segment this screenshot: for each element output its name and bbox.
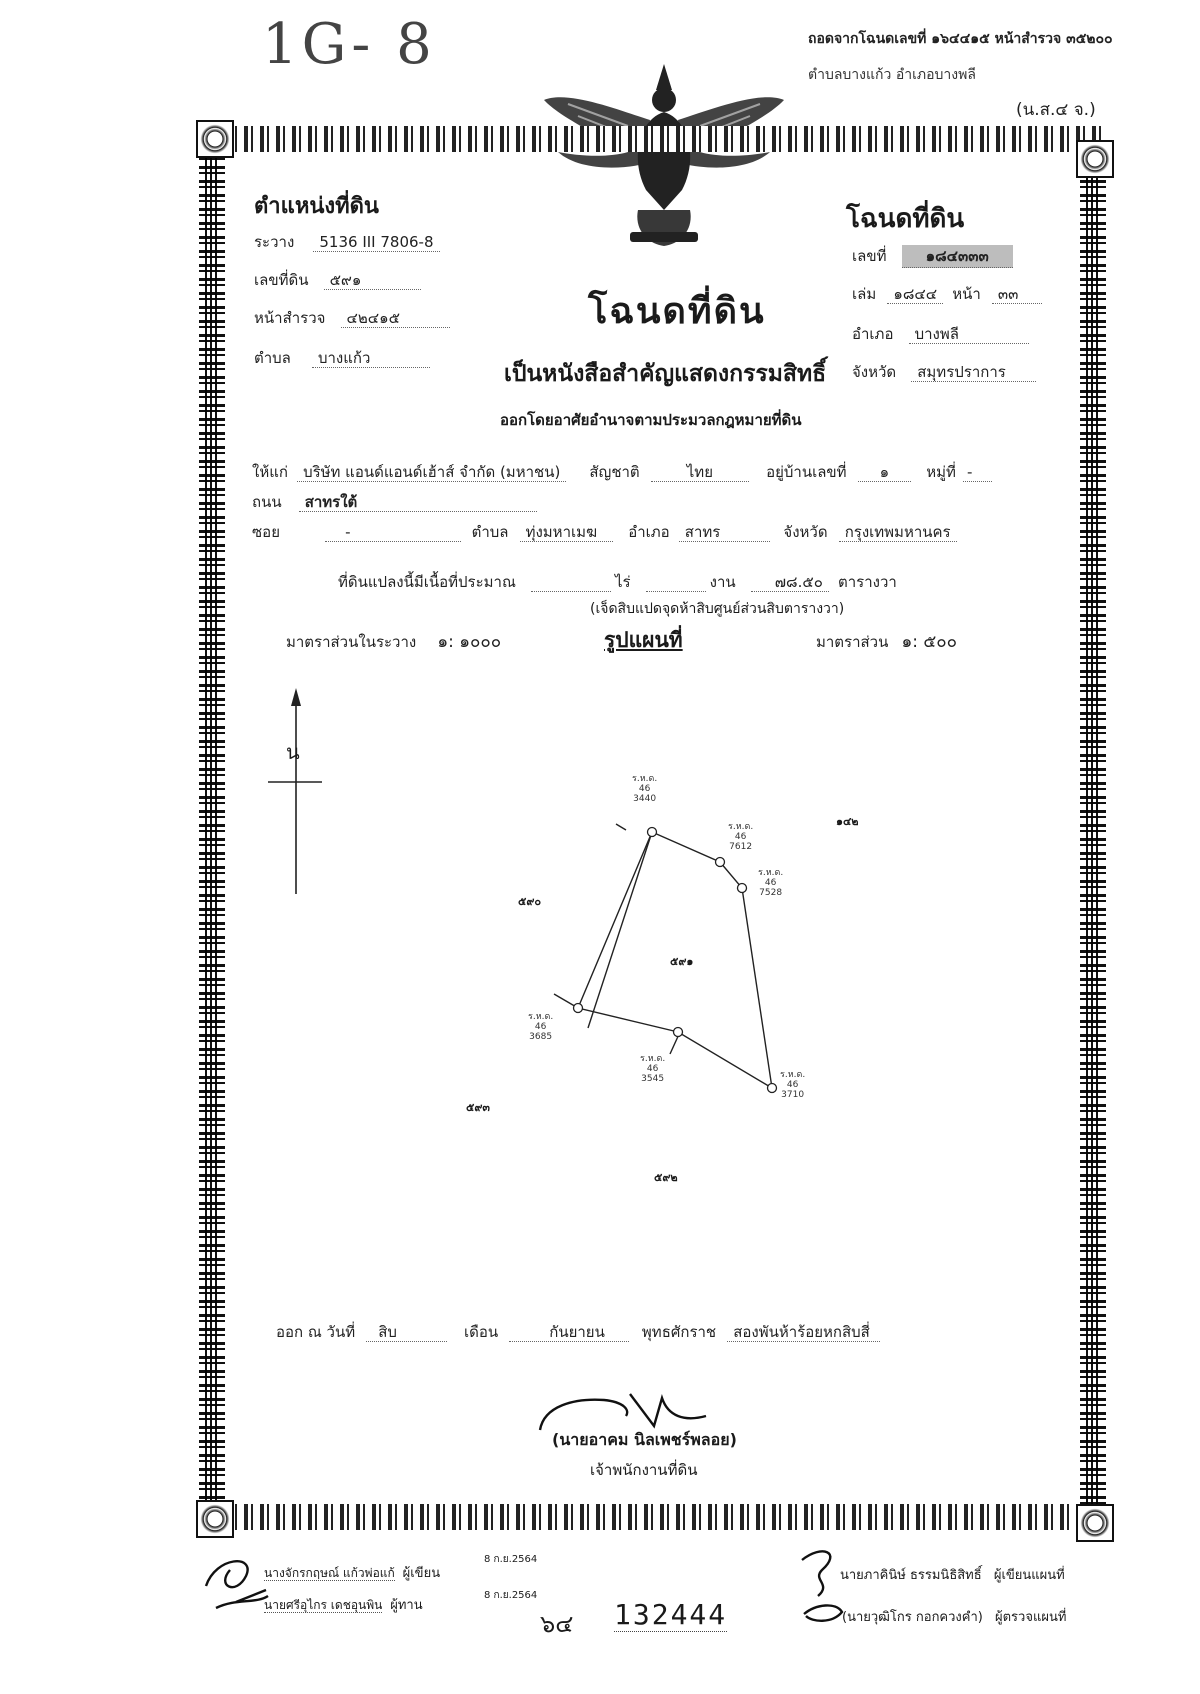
owner-row-1	[252, 460, 992, 484]
top-right-reference: ถอดจากโฉนดเลขที่ ๑๖๔๔๑๕ หน้าสำรวจ ๓๕๒๐๐	[808, 31, 1113, 47]
parcel-number-593: ๕๙๓	[466, 1101, 490, 1114]
deed-no-label: เลขที่	[852, 247, 887, 265]
land-no-value: ๕๙๑	[324, 271, 422, 290]
page-value: ๓๓	[992, 285, 1043, 304]
amphoe-row	[852, 322, 1029, 346]
province-value: สมุทรปราการ	[911, 363, 1036, 382]
marker-3440	[648, 828, 657, 837]
north-arrow-icon	[262, 686, 322, 898]
owner-province-label: จังหวัด	[783, 523, 828, 541]
footer-code: ๖๔	[540, 1610, 574, 1638]
owner-to-value: บริษัท แอนด์แอนด์เฮ้าส์ จำกัด (มหาชน)	[297, 463, 566, 482]
owner-row-3	[252, 520, 957, 544]
area-ngan-blank	[646, 573, 706, 592]
survey-page-row	[254, 306, 450, 330]
amphoe-label: อำเภอ	[852, 325, 894, 343]
marker-3685	[574, 1004, 583, 1013]
owner-province-value: กรุงเทพมหานคร	[839, 523, 957, 542]
checker-name: นายศรีอุไกร เดชอุนพิน	[264, 1598, 383, 1612]
marker-7612	[716, 858, 725, 867]
owner-to-label: ให้แก่	[252, 463, 288, 481]
checker-role: ผู้ทาน	[390, 1598, 423, 1613]
survey-page-value: ๔๒๔๑๕	[341, 309, 450, 328]
parcel-number-591: ๕๙๑	[670, 955, 694, 968]
tambon-value: บางแก้ว	[312, 349, 430, 368]
subtitle: เป็นหนังสือสำคัญแสดงกรรมสิทธิ์	[504, 361, 827, 387]
marker-label-3710: ร.ห.ด. 46 3710	[780, 1070, 806, 1100]
moo-value: -	[963, 463, 992, 482]
official-title: เจ้าพนักงานที่ดิน	[590, 1461, 698, 1479]
marker-label-7528: ร.ห.ด. 46 7528	[758, 868, 784, 898]
rawang-label: ระวาง	[254, 233, 295, 251]
house-no-label: อยู่บ้านเลขที่	[766, 463, 847, 481]
owner-amphoe-value: สาทร	[679, 523, 771, 542]
location-title: ตำแหน่งที่ดิน	[254, 194, 379, 219]
area-prefix: ที่ดินแปลงนี้มีเนื้อที่ประมาณ	[338, 573, 516, 591]
owner-row-2	[252, 490, 537, 514]
map-checker-role: ผู้ตรวจแผนที่	[995, 1610, 1067, 1625]
official-name: (นายอาคม นิลเพชร์พลอย)	[552, 1430, 737, 1449]
frame-corner-bottom-right	[1076, 1504, 1114, 1542]
tambon-row	[254, 346, 430, 370]
land-no-row	[254, 268, 421, 292]
map-line-ext-1	[616, 824, 626, 830]
map-checker-row	[842, 1606, 1066, 1627]
parcel-number-592: ๕๙๒	[654, 1171, 678, 1184]
nationality-value: ไทย	[651, 463, 749, 482]
book-label: เล่ม	[852, 285, 877, 303]
frame-corner-top-right	[1076, 140, 1114, 178]
writer-row	[264, 1562, 440, 1583]
owner-tambon-value: ทุ่งมหาเมฆ	[520, 523, 614, 542]
checker-row	[264, 1594, 423, 1615]
amphoe-value: บางพลี	[909, 325, 1029, 344]
road-value: สาทรใต้	[299, 493, 538, 512]
area-row	[338, 570, 897, 594]
frame-bottom-border	[196, 1504, 1108, 1530]
marker-3710	[768, 1084, 777, 1093]
area-in-words: (เจ็ดสิบแปดจุดห้าสิบศูนย์ส่วนสิบตารางวา)	[590, 601, 845, 617]
map-title: รูปแผนที่	[604, 628, 683, 652]
area-ngan-label: งาน	[709, 573, 736, 591]
frame-corner-top-left	[196, 120, 234, 158]
scale-label: มาตราส่วน	[816, 633, 889, 651]
tambon-label: ตำบล	[254, 349, 291, 367]
marker-label-3545: ร.ห.ด. 46 3545	[640, 1054, 666, 1084]
province-label: จังหวัด	[852, 363, 897, 381]
area-wa-label: ตารางวา	[838, 573, 897, 591]
writer-date: 8 ก.ย.2564	[484, 1554, 538, 1565]
garuda-emblem	[538, 60, 790, 250]
marker-label-3685: ร.ห.ด. 46 3685	[528, 1012, 554, 1042]
issue-label: ออก ณ วันที่	[276, 1323, 356, 1341]
survey-page-label: หน้าสำรวจ	[254, 309, 326, 327]
form-code: (น.ส.๔ จ.)	[1016, 100, 1096, 120]
book-page-row	[852, 282, 1042, 306]
land-no-label: เลขที่ดิน	[254, 271, 309, 289]
parcel-number-590: ๕๙๐	[518, 895, 542, 908]
serial-number: 132444	[614, 1598, 728, 1631]
map-writer-name: นายภาคินิษ์ ธรรมนิธิสิทธิ์	[840, 1568, 982, 1583]
moo-label: หมู่ที่	[926, 463, 956, 481]
marker-label-7612: ร.ห.ด. 46 7612	[728, 822, 754, 852]
soi-label: ซอย	[252, 523, 280, 541]
issue-year-value: สองพันห้าร้อยหกสิบสี่	[727, 1323, 880, 1342]
issue-month-value: กันยายน	[509, 1323, 629, 1342]
writer-role: ผู้เขียน	[402, 1566, 441, 1581]
scale-row	[816, 628, 957, 655]
owner-amphoe-label: อำเภอ	[628, 523, 670, 541]
parcel-number-142: ๑๔๒	[836, 815, 859, 828]
book-value: ๑๘๔๔	[887, 285, 943, 304]
frame-top-border	[196, 126, 1108, 152]
province-row	[852, 360, 1036, 384]
marker-3545	[674, 1028, 683, 1037]
deed-no-value: ๑๘๔๓๓๓	[902, 245, 1013, 268]
issue-year-label: พุทธศักราช	[641, 1323, 717, 1341]
frame-right-border	[1080, 152, 1106, 1504]
area-rai-blank	[531, 573, 611, 592]
rawang-row	[254, 230, 440, 254]
frame-corner-bottom-left	[196, 1500, 234, 1538]
area-wa-value: ๗๘.๕๐	[751, 573, 829, 592]
marker-label-3440: ร.ห.ด. 46 3440	[632, 774, 658, 804]
top-right-location: ตำบลบางแก้ว อำเภอบางพลี	[808, 67, 976, 83]
north-label: น	[286, 740, 300, 764]
map-writer-row	[840, 1564, 1065, 1585]
writer-name: นางจักรกฤษณ์ แก้วพ่อแก้	[264, 1566, 395, 1580]
scale-value: ๑: ๕๐๐	[901, 632, 958, 652]
rawang-value: 5136 III 7806-8	[313, 233, 439, 252]
issued-by: ออกโดยอาศัยอำนาจตามประมวลกฎหมายที่ดิน	[500, 411, 802, 429]
nationality-label: สัญชาติ	[589, 463, 640, 481]
deed-no-row	[852, 244, 1013, 268]
rawang-scale-row	[286, 628, 501, 655]
map-checker-name: (นายวุฒิโกร กอกควงคำ)	[842, 1610, 983, 1625]
page-label: หน้า	[952, 285, 981, 303]
issue-month-label: เดือน	[464, 1323, 499, 1341]
map-writer-role: ผู้เขียนแผนที่	[993, 1568, 1065, 1583]
deed-title-right: โฉนดที่ดิน	[846, 204, 965, 234]
handwritten-code: 1G- 8	[262, 12, 436, 77]
road-label: ถนน	[252, 493, 282, 511]
frame-left-border	[199, 152, 225, 1504]
main-title: โฉนดที่ดิน	[588, 291, 766, 332]
house-no-value: ๑	[858, 463, 912, 482]
rawang-scale-label: มาตราส่วนในระวาง	[286, 633, 417, 651]
checker-date: 8 ก.ย.2564	[484, 1590, 538, 1601]
soi-value: -	[325, 523, 460, 542]
rawang-scale-value: ๑: ๑๐๐๐	[437, 632, 502, 652]
issue-row	[276, 1320, 880, 1344]
issue-day-value: สิบ	[366, 1323, 447, 1342]
owner-tambon-label: ตำบล	[471, 523, 509, 541]
marker-7528	[738, 884, 747, 893]
map-line-ext-3	[588, 832, 652, 1028]
area-rai-label: ไร่	[614, 573, 631, 591]
